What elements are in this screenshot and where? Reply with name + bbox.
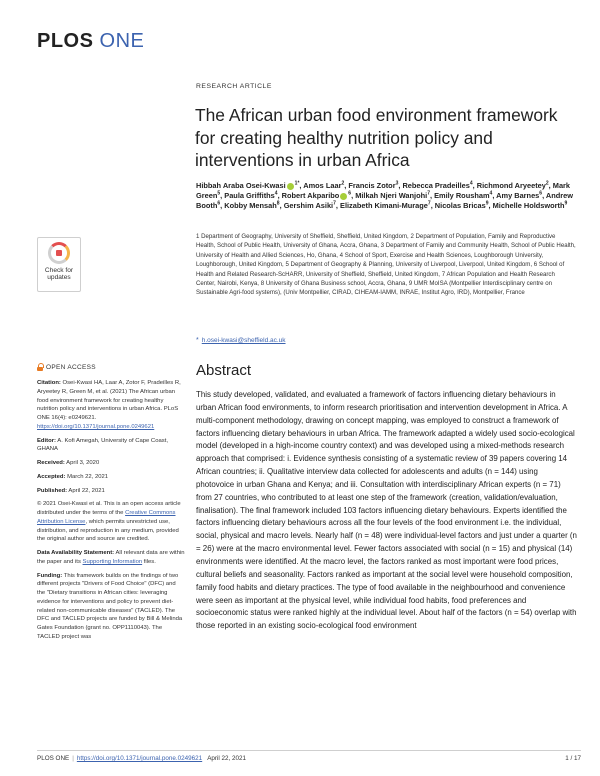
received-block (37, 459, 185, 468)
affiliation-text: UMR MoISA (Montpellier Interdisciplinary centre on Sustainable Agri-food systems), (Univ Montpellier, CIRAD, CIHEAM-IAMM, INRAE, Institut Agro, IRD), Montpellier, France (196, 280, 553, 297)
footer-doi-link[interactable]: https://doi.org/10.1371/journal.pone.0249621 (76, 755, 203, 762)
data-availability-block (37, 549, 185, 567)
author-name-text: Paula Griffiths (224, 191, 275, 201)
author-name-text: Andrew Booth (196, 191, 574, 211)
affiliation-superscript: 8 (276, 200, 280, 207)
check-for-updates-button[interactable] (37, 237, 81, 292)
footer-separator: | (72, 755, 74, 762)
author-name-text: Gershim Asiki (283, 201, 334, 211)
received-date: April 3, 2020 (66, 460, 100, 466)
affiliation-superscript: 5 (217, 190, 221, 197)
article-type: RESEARCH ARTICLE (196, 83, 272, 90)
author-name[interactable] (435, 201, 489, 210)
author-name[interactable] (196, 181, 299, 190)
author-name[interactable] (224, 201, 279, 210)
affiliation-superscript: 1* (294, 180, 300, 187)
funding-label: Funding: (37, 572, 63, 579)
journal-name-plos: PLOS (37, 30, 94, 52)
affiliation-number: 7 (441, 270, 446, 278)
open-access-label: OPEN ACCESS (46, 363, 96, 371)
affiliation-number: 4 (339, 251, 344, 259)
footer-journal: PLOS ONE (37, 755, 70, 762)
affiliation-superscript: 4 (489, 190, 493, 197)
affiliation-superscript: 2 (341, 180, 345, 187)
copyright-block (37, 500, 185, 544)
author-name-text: Robert Akparibo (281, 191, 340, 201)
check-updates-label: Check for updates (44, 267, 74, 282)
author-name-text: Nicolas Bricas (434, 201, 486, 211)
affiliation-number: 9 (408, 280, 413, 288)
author-name[interactable] (355, 191, 430, 200)
affiliation-number: 1 (196, 233, 200, 240)
citation-label: Citation: (37, 380, 61, 386)
author-name-text: Amos Laar (303, 181, 342, 190)
author-name[interactable] (282, 191, 351, 200)
author-name-text: Francis Zotor (348, 181, 396, 190)
author-name[interactable] (477, 181, 549, 190)
affiliation-superscript: 7 (427, 190, 430, 197)
editor-text: A. Kofi Amegah, University of Cape Coast, GHANA (37, 437, 168, 453)
copyright-text-end: , which permits unrestricted use, distribution, and reproduction in any medium, provided the original author and source are credited. (37, 518, 179, 543)
orcid-icon[interactable] (340, 193, 347, 200)
citation-block (37, 379, 185, 432)
author-name[interactable] (402, 181, 472, 190)
affiliation-superscript: 4 (469, 180, 473, 187)
editor-block (37, 437, 185, 455)
orcid-icon[interactable] (287, 183, 294, 190)
affiliation-superscript: 6 (539, 190, 543, 197)
data-availability-text-end: files. (143, 558, 156, 565)
affiliation-text: Department of Family and Community Health, School of Public Health, University of Health and Allied Sciences, Ho, Ghana, (196, 242, 576, 259)
affiliation-superscript: 9 (564, 200, 568, 207)
affiliation-text: Department of Geography & Planning, University of Liverpool, Liverpool, United Kingdom, (290, 261, 533, 269)
journal-name-one: ONE (99, 30, 145, 52)
author-name-text: Kobby Mensah (224, 201, 277, 211)
affiliation-superscript: 4 (274, 190, 278, 197)
affiliation-number: 3 (380, 242, 385, 250)
check-updates-icon (48, 242, 70, 264)
author-name[interactable] (434, 191, 492, 200)
accepted-date: March 22, 2021 (67, 473, 109, 480)
abstract-heading: Abstract (196, 362, 252, 379)
received-label: Received: (37, 460, 65, 466)
affiliation-text: Department of Population, Family and Reproductive Health, School of Public Health, University of Ghana, Accra, Ghana, (196, 233, 556, 250)
affiliation-superscript: 7 (427, 200, 431, 207)
affiliation-superscript: 3 (395, 180, 399, 187)
copyright-text: © 2021 Osei-Kwasi et al. This is an open access article distributed under the terms of the (37, 501, 181, 516)
author-name[interactable] (340, 201, 431, 210)
affiliation-text: African Population and Health Research Center, Nairobi, Kenya, (196, 270, 555, 288)
funding-text: This framework builds on the findings of two different projects "Drivers of Food Choice" (DFC) and the "Dietary transitions in African cities: leveraging evidence for interventions and policy to prevent diet-related non-communicable diseases" (TACLED). The DFC and TACLED projects are funded by Bill & Melinda Gates Foundation (grant no. OPP1110043). The TACLED project was (37, 572, 183, 640)
author-name-text: Michelle Holdsworth (492, 201, 565, 211)
author-name-text: Milkah Njeri Wanjohi (355, 191, 428, 201)
author-name-text: Elizabeth Kimani-Murage (340, 201, 428, 211)
affiliation-text: School of Health and Related Research-ScHARR, University of Sheffield, Sheffield, United Kingdom, (196, 261, 565, 278)
author-name[interactable] (303, 181, 344, 190)
author-name[interactable] (224, 191, 277, 200)
page-footer (37, 755, 581, 762)
affiliation-superscript: 2 (545, 180, 549, 187)
citation-doi-link[interactable]: https://doi.org/10.1371/journal.pone.0249621 (37, 423, 155, 430)
license-link[interactable]: Creative Commons Attribution License (37, 510, 176, 525)
corresponding-email-link[interactable]: h.osei-kwasi@sheffield.ac.uk (201, 337, 286, 344)
supporting-information-link[interactable]: Supporting Information (82, 558, 143, 565)
affiliation-number: 6 (533, 261, 538, 269)
article-sidebar (37, 379, 185, 647)
affiliation-superscript: 9 (485, 200, 489, 207)
footer-divider (37, 750, 581, 751)
affiliation-number: 8 (260, 280, 265, 288)
data-availability-label: Data Availability Statement: (37, 550, 115, 556)
published-block (37, 487, 185, 496)
corresponding-author (196, 337, 286, 344)
open-lock-icon (37, 363, 43, 371)
author-name-text: Richmond Aryeetey (476, 181, 546, 190)
author-name-text: Amy Barnes (496, 191, 540, 201)
accepted-label: Accepted: (37, 473, 66, 480)
editor-label: Editor: (37, 437, 56, 444)
affiliation-superscript: 6 (348, 190, 352, 197)
author-name-text: Hibbah Araba Osei-Kwasi (196, 181, 286, 190)
affiliation-number: 2 (410, 233, 414, 240)
page-number: 1 / 17 (565, 755, 581, 762)
affiliation-superscript: 6 (217, 200, 221, 207)
article-title: The African urban food environment framework for creating healthy nutrition policy and interventions in urban Africa (195, 105, 558, 170)
author-name[interactable] (496, 191, 542, 200)
accepted-block (37, 473, 185, 482)
author-name-text: Emily Rousham (434, 191, 490, 201)
open-access-badge (37, 363, 96, 371)
published-label: Published: (37, 487, 68, 494)
author-name[interactable] (348, 181, 398, 190)
affiliation-superscript: 7 (333, 200, 336, 207)
affiliations (196, 232, 576, 298)
citation-text: Osei-Kwasi HA, Laar A, Zotor F, Pradeilles R, Aryeetey R, Green M, et al. (2021) The African urban food environment framework for creating healthy nutrition policy and interventions in urban Africa. PLoS ONE 16(4): e0249621. (37, 380, 181, 421)
author-name-text: Rebecca Pradeilles (402, 181, 470, 190)
asterisk-icon: * (196, 337, 199, 344)
journal-logo[interactable] (37, 30, 144, 53)
affiliation-text: University of Ghana Business school, Accra, Ghana, (265, 280, 408, 288)
author-name-text: Mark Green (196, 181, 571, 201)
funding-block (37, 572, 185, 642)
abstract-body: This study developed, validated, and evaluated a framework of factors influencing dietary behaviours in urban African food environments, to inform research prioritisation and intervention development in Africa. A multi-component methodology, drawing on concept mapping, was employed to construct a framework of factors influencing dietary behaviours in urban Africa. The framework adapted a widely used socio-ecological model (developed in a high-income country context) and was developed using a mixed-methods research approach that comprised: i. Evidence synthesis consisting of a systematic review of 39 papers covering 14 African countries; ii. Qualitative interview data collected for adolescents and adults (n = 144) using photovoice in urban Ghana and Kenya; and iii. Consultation with interdisciplinary African experts (n = 71) from 27 countries, who contributed to at least one step of the framework (creation, validation/evaluation, finalisation). The final framework included 103 factors influencing dietary behaviours. Experts identified the factors influencing dietary behaviours across all the four levels of the food environment i.e. the individual, social, physical and macro levels. Nearly half (n = 48) were individual-level factors and just under a quarter (n = 26) were at the macro environmental level. Fewer factors associated with social (n = 15) and physical (14) environments were identified. At the macro level, the factors ranked as most important were food prices, cultural beliefs and seasonality. Factors ranked as important at the social level were household composition, family food habits and dietary practices. The type of food available in the neighbourhood and convenience were seen as important at the physical level, while individual food habits, food preferences and socioeconomic status were ranked highly at the individual level. About half of the factors (n = 54) overlap with those reported in an existing socio-ecological food environment (196, 390, 577, 631)
footer-date: April 22, 2021 (207, 755, 247, 762)
affiliation-text: Department of Geography, University of Sheffield, Sheffield, United Kingdom, (201, 233, 409, 240)
published-date: April 22, 2021 (68, 487, 105, 494)
author-name[interactable] (493, 201, 568, 210)
affiliation-text: School of Sport, Exercise and Health Sciences, Loughborough University, Loughborough, United Kingdom, (196, 251, 544, 269)
affiliation-number: 5 (285, 261, 289, 269)
author-name[interactable] (284, 201, 336, 210)
author-list: Hibbah Araba Osei-Kwasi $^{1*}$, Amos Laar$^2$, Francis Zotor$^3$, Rebecca Pradeilles$^4$, Richmond Aryeetey$^2$, Mark Green$^5$, Paula Griffiths$^4$, Robert Akparibo $^6$, Milkah Njeri Wanjohi$^7$, Emily Rousham$^4$, Amy Barnes$^6$, Andrew Booth$^6$, Kobby Mensah$^8$, Gershim Asiki$^7$, Elizabeth Kimani-Murage$^7$, Nicolas Bricas$^9$, Michelle Holdsworth$^9$ (196, 180, 574, 211)
data-availability-text: All relevant data are within the paper and its (37, 550, 185, 565)
